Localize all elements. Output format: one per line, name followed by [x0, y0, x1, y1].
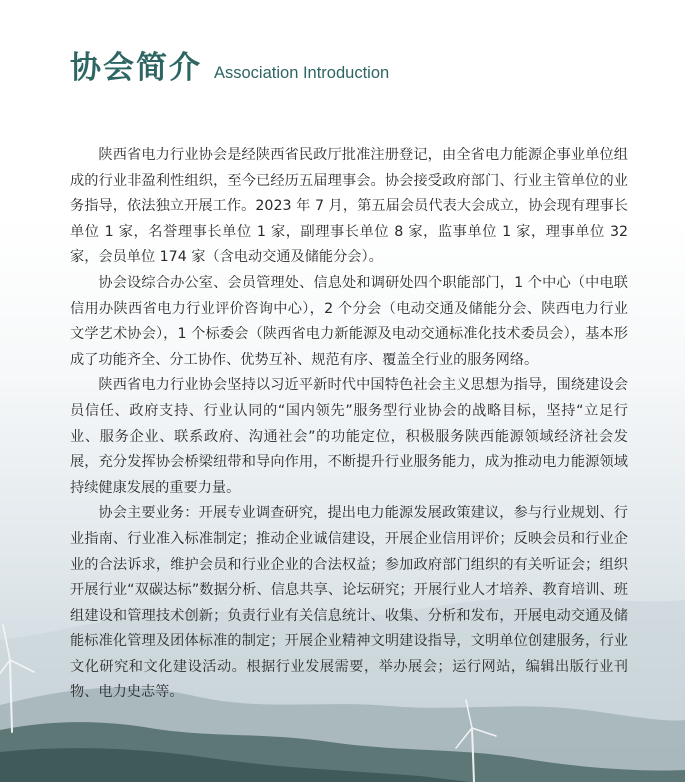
page-subtitle-english: Association Introduction: [214, 64, 390, 82]
page-title: 协会简介: [70, 50, 202, 86]
section-header: [70, 42, 389, 87]
paragraph: 协会设综合办公室、会员管理处、信息处和调研处四个职能部门，1 个中心（中电联信用办陕西省电力行业评价咨询中心），2 个分会（电动交通及储能分会、陕西电力行业文学艺术协会），1 个标委会（陕西省电力新能源及电动交通标准化技术委员会），基本形成了功能齐全、分工协作、优势互补、规范有序、覆盖全行业的服务网络。: [70, 274, 628, 368]
paragraph: 陕西省电力行业协会坚持以习近平新时代中国特色社会主义思想为指导，围绕建设会员信任、政府支持、行业认同的“国内领先”服务型行业协会的战略目标，坚持“立足行业、服务企业、联系政府、沟通社会”的功能定位，积极服务陕西能源领域经济社会发展，充分发挥协会桥梁纽带和导向作用，不断提升行业服务能力，成为推动电力能源领域持续健康发展的重要力量。: [70, 377, 628, 496]
paragraph: 协会主要业务：开展专业调查研究，提出电力能源发展政策建议，参与行业规划、行业指南、行业准入标准制定；推动企业诚信建设，开展企业信用评价；反映会员和行业企业的合法诉求，维护会员和行业企业的合法权益；参加政府部门组织的有关听证会；组织开展行业“双碳达标”数据分析、信息共享、论坛研究；开展行业人才培养、教育培训、班组建设和管理技术创新；负责行业有关信息统计、收集、分析和发布，开展电动交通及储能标准化管理及团体标准的制定；开展企业精神文明建设指导，文明单位创建服务，行业文化研究和文化建设活动。根据行业发展需要，举办展会；运行网站，编辑出版行业刊物、电力史志等。: [70, 505, 628, 701]
intro-body: [70, 143, 628, 706]
paragraph: 陕西省电力行业协会是经陕西省民政厅批准注册登记，由全省电力能源企事业单位组成的行业非盈利性组织，至今已经历五届理事会。协会接受政府部门、行业主管单位的业务指导，依法独立开展工作。2023 年 7 月，第五届会员代表大会成立，协会现有理事长单位 1 家，名誉理事长单位 1 家，副理事长单位 8 家，监事单位 1 家，理事单位 32 家，会员单位 174 家（含电动交通及储能分会）。: [70, 147, 628, 266]
